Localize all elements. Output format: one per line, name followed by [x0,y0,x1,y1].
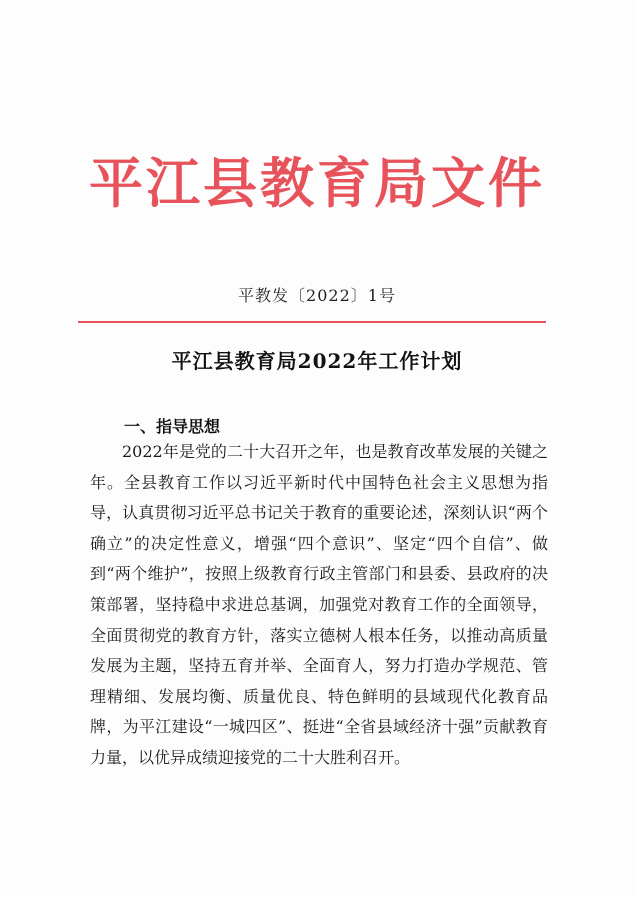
document-number: 平教发〔2022〕1号 [238,286,396,305]
section-heading: 一、指导思想 [124,417,221,436]
red-header-masthead: 平江县教育局文件 [89,151,545,215]
body-paragraph: 2022年是党的二十大召开之年，也是教育改革发展的关键之年。全县教育工作以习近平新时代中国特色社会主义思想为指导，认真贯彻习近平总书记关于教育的重要论述，深刻认识“两个确立”的决定性意义，增强“四个意识”、坚定“四个自信”、做到“两个维护”，按照上级教育行政主管部门和县委、县政府的决策部署，坚持稳中求进总基调，加强党对教育工作的全面领导，全面贯彻党的教育方针，落实立德树人根本任务，以推动高质量发展为主题，坚持五育并举、全面育人，努力打造办学规范、管理精细、发展均衡、质量优良、特色鲜明的县域现代化教育品牌，为平江建设“一城四区”、挺进“全省县域经济十强”贡献教育力量，以优异成绩迎接党的二十大胜利召开。 [90,442,548,767]
document-title: 平江县教育局2022年工作计划 [171,349,463,373]
red-divider-line [78,321,546,323]
